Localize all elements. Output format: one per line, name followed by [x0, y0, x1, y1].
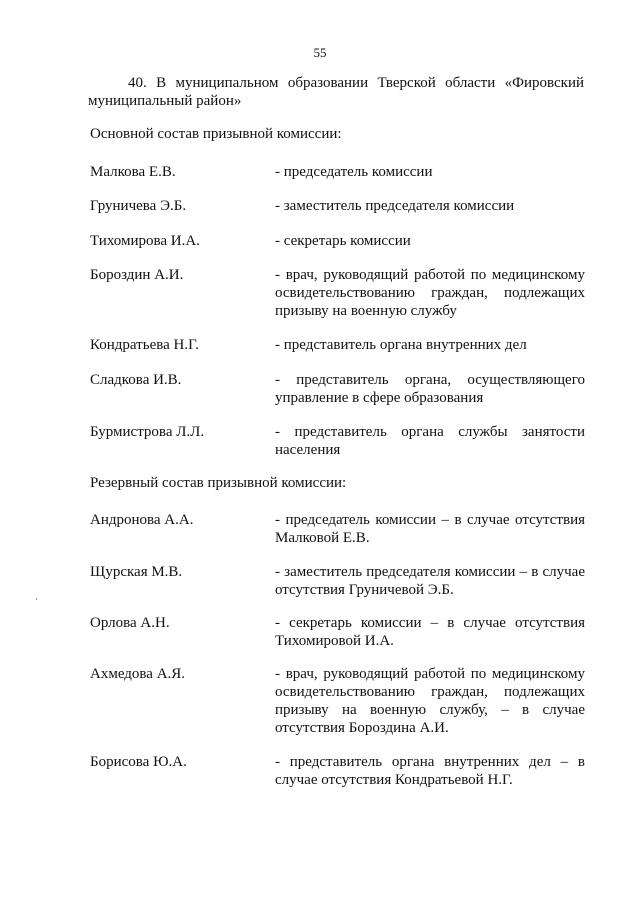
member-name: Тихомирова И.А. [90, 233, 200, 249]
member-name: Малкова Е.В. [90, 164, 176, 180]
reserve-section-title: Резервный состав призывной комиссии: [90, 475, 347, 491]
scan-speck [36, 598, 37, 600]
member-role: - заместитель председателя комиссии – в случае отсутствия Груничевой Э.Б. [275, 564, 585, 598]
member-role: - представитель органа, осуществляющего управление в сфере образования [275, 372, 585, 406]
member-role: - председатель комиссии [275, 164, 433, 180]
section-heading [88, 74, 584, 110]
member-role: - секретарь комиссии – в случае отсутствия Тихомировой И.А. [275, 615, 585, 649]
member-role: - врач, руководящий работой по медицинскому освидетельствованию граждан, подлежащих призыву на военную службу [275, 267, 585, 319]
heading-line-1: 40. В муниципальном образовании Тверской области «Фировский [128, 75, 584, 91]
member-name: Бурмистрова Л.Л. [90, 424, 205, 440]
member-name: Щурская М.В. [90, 564, 183, 580]
member-name: Орлова А.Н. [90, 615, 170, 631]
page-number: 55 [313, 45, 327, 60]
member-role: - представитель органа службы занятости населения [275, 424, 585, 458]
member-name: Бороздин А.И. [90, 267, 184, 283]
member-name: Борисова Ю.А. [90, 754, 187, 770]
member-role: - представитель органа внутренних дел – в случае отсутствия Кондратьевой Н.Г. [275, 754, 585, 788]
member-role: - председатель комиссии – в случае отсутствия Малковой Е.В. [275, 512, 585, 546]
heading-line-2: муниципальный район» [88, 93, 242, 109]
member-name: Сладкова И.В. [90, 372, 182, 388]
member-role: - секретарь комиссии [275, 233, 411, 249]
member-name: Груничева Э.Б. [90, 198, 187, 214]
member-role: - представитель органа внутренних дел [275, 337, 527, 353]
member-name: Кондратьева Н.Г. [90, 337, 199, 353]
member-name: Ахмедова А.Я. [90, 666, 186, 682]
main-section-title: Основной состав призывной комиссии: [90, 126, 342, 142]
member-name: Андронова А.А. [90, 512, 194, 528]
member-role: - врач, руководящий работой по медицинскому освидетельствованию граждан, подлежащих призыву на военную службу, – в случае отсутствия Бороздина А.И. [275, 666, 585, 736]
member-role: - заместитель председателя комиссии [275, 198, 515, 214]
